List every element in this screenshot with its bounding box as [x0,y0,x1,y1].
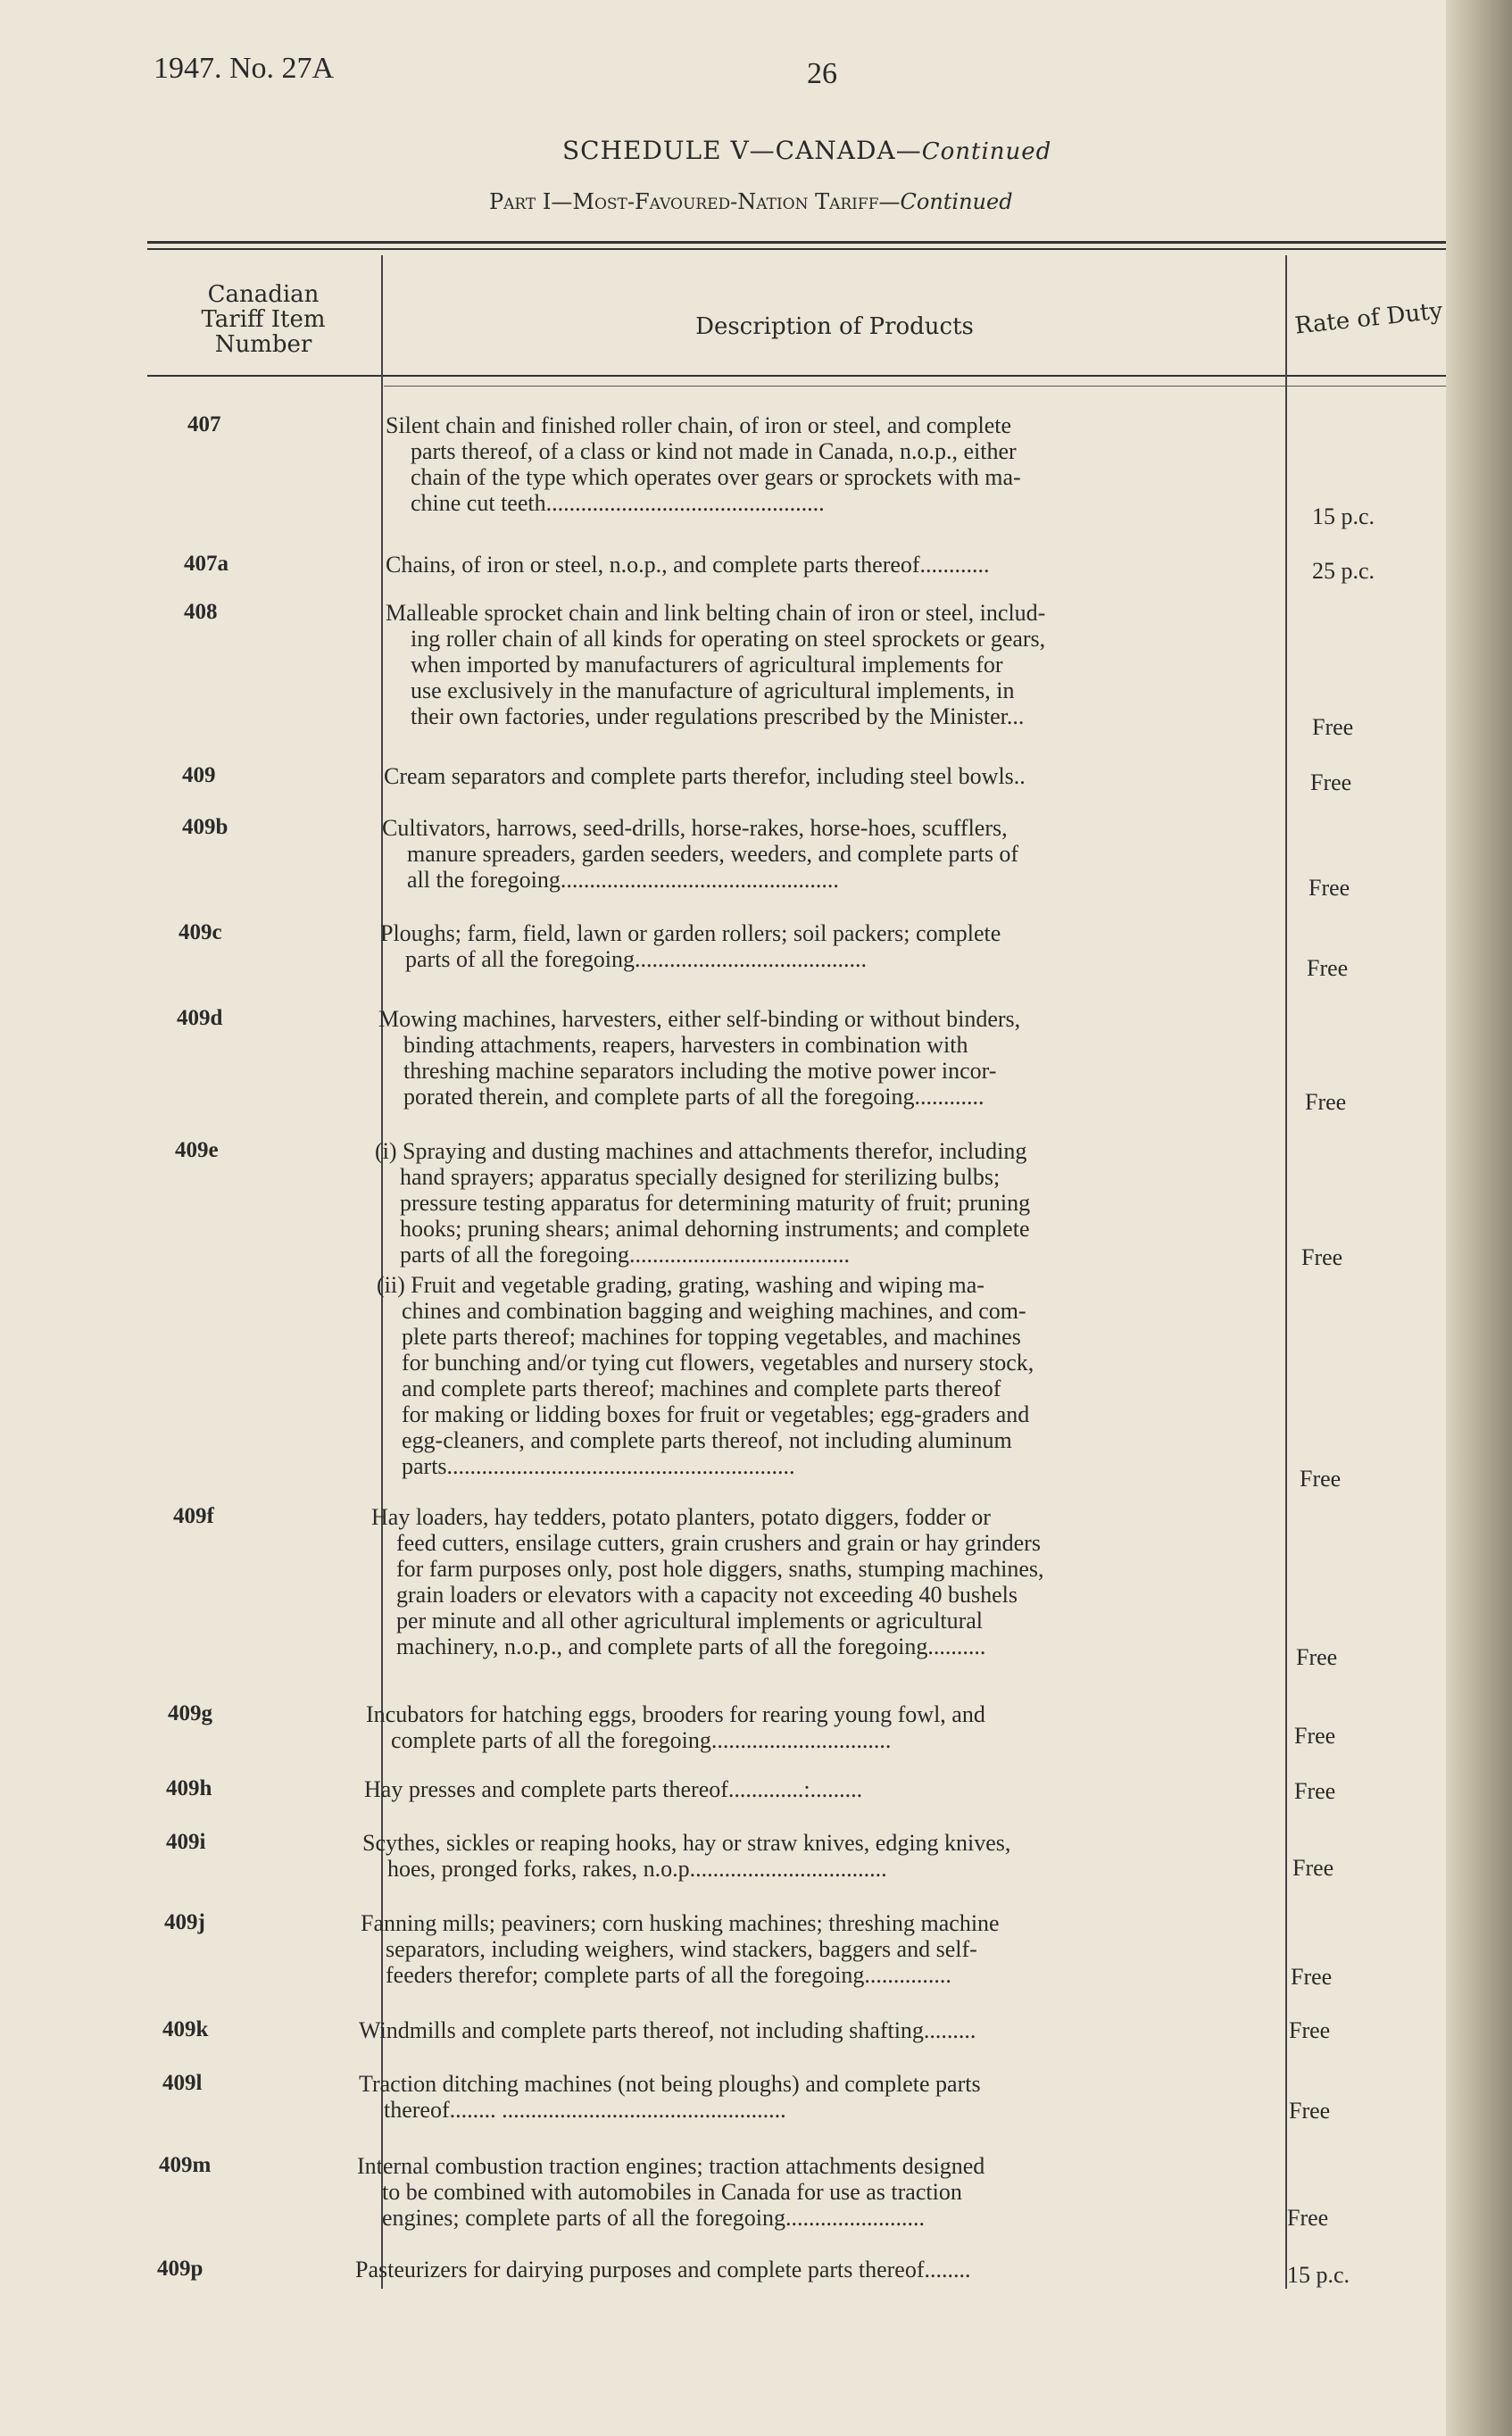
rate-of-duty: 25 p.c. [1312,558,1375,584]
top-rule-2 [147,248,1446,250]
description-line: manure spreaders, garden seeders, weeders, and complete parts of [407,841,1019,867]
tariff-item-number: 407 [187,412,221,436]
schedule-title [562,136,1051,165]
description-line: when imported by manufacturers of agricultural implements for [411,652,1003,678]
tariff-item-number: 409 [182,763,216,787]
description-line: complete parts of all the foregoing............................... [391,1727,892,1753]
column-header-item-line: Canadian [207,281,320,308]
product-description [371,1504,1276,1659]
column-header-item-line: Tariff Item [201,306,326,333]
rate-of-duty: Free [1289,2098,1331,2124]
description-line: engines; complete parts of all the foregoing........................ [382,2205,925,2231]
rate-of-duty: Free [1301,1244,1343,1270]
column-header-item-line: Number [214,331,312,358]
part-title-continued: Continued [900,189,1013,214]
description-line: Malleable sprocket chain and link belting chain of iron or steel, includ- [386,600,1046,626]
product-description [382,815,1276,893]
description-line: Silent chain and finished roller chain, of iron or steel, and complete [386,412,1012,438]
description-line: parts of all the foregoing...................................... [400,1242,851,1268]
description-line: and complete parts thereof; machines and complete parts thereof [402,1376,1001,1401]
product-description [380,920,1276,972]
product-description [362,1830,1276,1882]
description-line: all the foregoing................................................ [407,867,839,893]
description-line: hoes, pronged forks, rakes, n.o.p.................................. [387,1856,887,1882]
tariff-item-number: 409f [173,1504,214,1528]
tariff-item-number: 408 [184,600,218,624]
product-description [361,1910,1276,1988]
description-line: Mowing machines, harvesters, either self-binding or without binders, [378,1006,1021,1032]
tariff-item-number: 409i [166,1830,206,1854]
description-line: chain of the type which operates over gears or sprockets with ma- [411,464,1021,490]
description-line: chine cut teeth................................................ [411,490,825,516]
product-description [384,763,1276,789]
description-line: per minute and all other agricultural implements or agricultural [396,1608,983,1634]
description-line: for making or lidding boxes for fruit or vegetables; egg-graders and [402,1401,1030,1427]
description-line: feeders therefor; complete parts of all the foregoing............... [386,1962,951,1988]
tariff-item-number: 409b [182,815,228,839]
tariff-item-number: 409c [179,920,222,944]
product-description [359,2071,1276,2123]
description-line: Pasteurizers for dairying purposes and complete parts thereof........ [355,2257,971,2282]
rate-of-duty: Free [1296,1644,1338,1670]
rate-of-duty: Free [1294,1723,1336,1749]
column-header-rate: Rate of Duty [1293,297,1444,340]
document-number: 1947. No. 27A [154,52,335,85]
description-line: Windmills and complete parts thereof, not including shafting......... [359,2017,976,2043]
description-line: Internal combustion traction engines; traction attachments designed [357,2153,985,2179]
description-line: ing roller chain of all kinds for operating on steel sprockets or gears, [411,626,1046,652]
description-line: separators, including weighers, wind stackers, baggers and self- [386,1936,977,1962]
rate-of-duty: 15 p.c. [1312,503,1375,529]
tariff-item-number: 409l [162,2071,203,2095]
description-line: Scythes, sickles or reaping hooks, hay or straw knives, edging knives, [362,1830,1011,1856]
page-edge [1446,0,1512,2436]
description-line: chines and combination bagging and weighing machines, and com- [402,1298,1026,1324]
product-description [364,1776,1276,1802]
product-description [357,2153,1276,2231]
schedule-title-continued: Continued [921,138,1052,165]
rate-of-duty: Free [1294,1778,1336,1804]
description-line: Cultivators, harrows, seed-drills, horse-rakes, horse-hoes, scufflers, [382,815,1008,841]
top-rule [147,241,1446,244]
tariff-item-number: 407a [184,552,228,576]
rate-of-duty: Free [1287,2205,1329,2231]
description-line: for bunching and/or tying cut flowers, vegetables and nursery stock, [402,1350,1034,1376]
product-description [386,412,1276,516]
rate-of-duty: Free [1291,1964,1333,1990]
description-line: pressure testing apparatus for determining maturity of fruit; pruning [400,1190,1031,1216]
description-line: egg-cleaners, and complete parts thereof, not including aluminum [402,1427,1012,1453]
tariff-item-number: 409d [177,1006,223,1030]
description-line: parts............................................................ [402,1453,795,1479]
product-description [366,1701,1276,1753]
description-line: porated therein, and complete parts of all the foregoing............ [403,1084,984,1110]
description-line: thereof........ ................................................. [384,2097,786,2123]
tariff-item-number: 409k [162,2017,209,2041]
description-line: hand sprayers; apparatus specially designed for sterilizing bulbs; [400,1164,1001,1190]
description-line: (i) Spraying and dusting machines and attachments therefor, including [375,1138,1027,1164]
description-line: parts of all the foregoing........................................ [405,946,868,972]
tariff-item-number: 409e [175,1138,219,1162]
description-line: threshing machine separators including the motive power incor- [403,1058,997,1084]
tariff-item-number: 409m [159,2153,212,2177]
product-description [375,1138,1276,1268]
column-header-description: Description of Products [695,313,974,340]
part-title-text: Part I—Most-Favoured-Nation Tariff— [489,189,901,214]
description-line: feed cutters, ensilage cutters, grain crushers and grain or hay grinders [396,1530,1041,1556]
tariff-item-number: 409g [168,1701,212,1725]
rate-of-duty: Free [1312,714,1354,740]
rate-of-duty: Free [1289,2017,1331,2043]
product-description [377,1272,1276,1479]
product-description [386,552,1276,578]
rate-of-duty: Free [1310,769,1352,795]
tariff-item-number: 409j [164,1910,205,1934]
rate-of-duty: Free [1300,1466,1342,1492]
product-description [378,1006,1276,1110]
description-line: Chains, of iron or steel, n.o.p., and complete parts thereof............ [386,552,990,578]
description-line: their own factories, under regulations prescribed by the Minister... [411,703,1025,729]
description-line: Cream separators and complete parts therefor, including steel bowls.. [384,763,1026,789]
rate-of-duty: Free [1292,1855,1334,1881]
part-title [489,189,1013,214]
description-line: Incubators for hatching eggs, brooders for rearing young fowl, and [366,1701,985,1727]
product-description [355,2257,1276,2282]
rate-of-duty: 15 p.c. [1287,2262,1350,2288]
description-line: Ploughs; farm, field, lawn or garden rollers; soil packers; complete [380,920,1001,946]
description-line: Fanning mills; peaviners; corn husking machines; threshing machine [361,1910,1000,1936]
rate-of-duty: Free [1307,955,1349,981]
column-header-item [147,282,379,357]
description-line: Hay loaders, hay tedders, potato planters, potato diggers, fodder or [371,1504,991,1530]
description-line: to be combined with automobiles in Canada for use as traction [382,2179,962,2205]
tariff-item-number: 409p [157,2257,204,2281]
description-line: Hay presses and complete parts thereof.............:......... [364,1776,863,1802]
rate-of-duty: Free [1308,875,1350,901]
description-line: grain loaders or elevators with a capacity not exceeding 40 bushels [396,1582,1018,1608]
rate-of-duty: Free [1305,1089,1347,1115]
column-rule-right [1285,255,1287,2289]
schedule-title-text: SCHEDULE V—CANADA— [562,136,922,165]
description-line: plete parts thereof; machines for topping vegetables, and machines [402,1324,1021,1350]
description-line: hooks; pruning shears; animal dehorning instruments; and complete [400,1216,1030,1242]
description-line: use exclusively in the manufacture of agricultural implements, in [411,678,1015,703]
tariff-item-number: 409h [166,1776,212,1800]
description-line: machinery, n.o.p., and complete parts of all the foregoing.......... [396,1634,986,1659]
description-line: for farm purposes only, post hole diggers, snaths, stumping machines, [396,1556,1044,1582]
description-line: Traction ditching machines (not being ploughs) and complete parts [359,2071,981,2097]
product-description [359,2017,1276,2043]
page-number: 26 [807,57,837,90]
description-line: parts thereof, of a class or kind not made in Canada, n.o.p., either [411,438,1017,464]
description-line: binding attachments, reapers, harvesters in combination with [403,1032,968,1058]
product-description [386,600,1276,729]
header-rule [147,375,1446,377]
description-line: (ii) Fruit and vegetable grading, grating, washing and wiping ma- [377,1272,984,1298]
